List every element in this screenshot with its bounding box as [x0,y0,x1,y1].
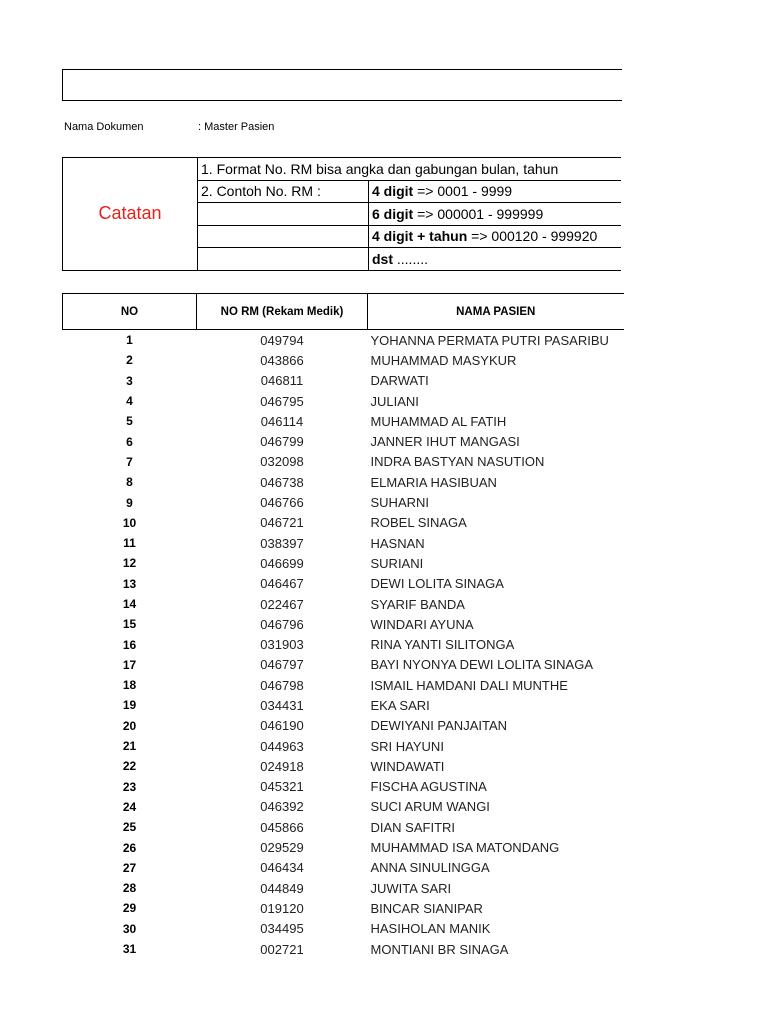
table-row [63,919,624,939]
table-header-row [63,294,624,330]
notes-row-3-value: 6 digit => 000001 - 999999 [369,203,621,226]
row-nama-pasien: SURIANI [370,555,424,571]
table-row [63,655,624,675]
table-row [63,472,624,492]
table-row [63,634,624,654]
table-row [63,533,624,553]
row-nama-pasien: EKA SARI [370,697,430,713]
row-nama-pasien: SUHARNI [370,495,430,511]
row-rm: 038397 [260,535,304,551]
header-nama-pasien: NAMA PASIEN [368,294,624,330]
table-row [63,492,624,512]
row-rm: 044849 [260,880,304,896]
row-no: 24 [122,799,137,814]
notes-row-5-label [198,248,369,271]
row-no: 5 [126,414,133,429]
row-no: 7 [126,454,133,469]
row-no: 9 [126,495,133,510]
row-no: 23 [122,779,137,794]
notes-row-4-value: 4 digit + tahun => 000120 - 999920 [369,225,621,248]
table-row [63,330,624,351]
row-rm: 046190 [260,718,304,734]
row-no: 13 [122,576,137,591]
row-nama-pasien: ELMARIA HASIBUAN [370,474,497,490]
row-nama-pasien: WINDARI AYUNA [370,616,474,632]
row-no: 27 [122,860,137,875]
row-nama-pasien: JULIANI [370,393,419,409]
row-rm: 024918 [260,758,304,774]
table-row [63,411,624,431]
table-row [63,756,624,776]
row-nama-pasien: MUHAMMAD AL FATIH [370,413,507,429]
row-no: 10 [122,515,137,530]
title-box [62,69,622,101]
row-rm: 034431 [260,697,304,713]
row-no: 22 [122,759,137,774]
row-no: 2 [126,353,133,368]
row-no: 3 [126,373,133,388]
row-rm: 046699 [260,555,304,571]
row-nama-pasien: MUHAMMAD ISA MATONDANG [370,840,560,856]
row-no: 15 [122,617,137,632]
row-nama-pasien: DIAN SAFITRI [370,819,456,835]
row-nama-pasien: HASNAN [370,535,425,551]
row-no: 4 [126,394,133,409]
notes-row-5-value: dst ........ [369,248,621,271]
table-row [63,716,624,736]
row-nama-pasien: DEWIYANI PANJAITAN [370,718,508,734]
row-rm: 029529 [260,840,304,856]
table-row [63,614,624,634]
row-nama-pasien: ROBEL SINAGA [370,515,467,531]
table-row [63,594,624,614]
row-nama-pasien: RINA YANTI SILITONGA [370,637,515,653]
row-no: 26 [122,840,137,855]
table-row [63,675,624,695]
row-nama-pasien: INDRA BASTYAN NASUTION [370,454,545,470]
table-row [63,371,624,391]
row-no: 18 [122,678,137,693]
table-row [63,736,624,756]
table-row [63,939,624,959]
row-nama-pasien: DARWATI [370,373,429,389]
row-rm: 046467 [260,576,304,592]
row-rm: 043866 [260,352,304,368]
table-row [63,878,624,898]
table-row [63,452,624,472]
table-row [63,777,624,797]
row-rm: 046434 [260,860,304,876]
row-rm: 045866 [260,819,304,835]
row-no: 29 [122,901,137,916]
row-no: 17 [122,657,137,672]
document-name-label: Nama Dokumen [64,121,144,133]
row-nama-pasien: YOHANNA PERMATA PUTRI PASARIBU [370,332,609,348]
header-no: NO [63,294,197,330]
row-rm: 046392 [260,799,304,815]
notes-row-4-label [198,225,369,248]
row-rm: 046114 [260,413,304,429]
notes-row-2-label: 2. Contoh No. RM : [198,180,369,203]
row-no: 20 [122,718,137,733]
row-nama-pasien: SUCI ARUM WANGI [370,799,490,815]
notes-row-3-label [198,203,369,226]
row-nama-pasien: BAYI NYONYA DEWI LOLITA SINAGA [370,657,594,673]
row-rm: 019120 [260,900,304,916]
row-rm: 046796 [260,616,304,632]
table-row [63,837,624,857]
table-row [63,513,624,533]
row-rm: 046797 [260,657,304,673]
table-row [63,817,624,837]
table-row [63,431,624,451]
row-no: 14 [122,597,137,611]
table-row [63,858,624,878]
row-nama-pasien: MONTIANI BR SINAGA [370,941,509,957]
row-nama-pasien: ANNA SINULINGGA [370,860,490,876]
row-rm: 045321 [260,779,304,795]
table-row [63,695,624,715]
row-rm: 046811 [260,373,304,389]
row-rm: 046738 [260,474,304,490]
row-nama-pasien: DEWI LOLITA SINAGA [370,576,504,592]
row-rm: 049794 [260,332,304,348]
row-rm: 046799 [260,434,304,450]
row-rm: 046798 [260,677,304,693]
table-row [63,391,624,411]
row-rm: 032098 [260,454,304,470]
row-no: 21 [122,739,137,754]
row-no: 30 [122,921,137,936]
header-rm: NO RM (Rekam Medik) [197,294,368,330]
table-row [63,898,624,918]
row-no: 25 [122,820,137,835]
row-rm: 046795 [260,393,304,409]
row-nama-pasien: SYARIF BANDA [370,596,465,612]
row-rm: 022467 [260,596,304,612]
row-no: 16 [122,637,137,652]
notes-row-1: 1. Format No. RM bisa angka dan gabungan bulan, tahun [198,158,621,181]
table-row [63,553,624,573]
row-no: 12 [122,556,137,571]
document-name-value: : Master Pasien [198,121,275,133]
notes-row-2-value: 4 digit => 0001 - 9999 [369,180,621,203]
row-no: 19 [122,698,137,713]
row-rm: 046766 [260,495,304,511]
notes-table [62,157,621,271]
row-rm: 046721 [260,515,304,531]
row-no: 8 [126,475,133,490]
table-row [63,797,624,817]
row-rm: 002721 [260,941,304,957]
row-nama-pasien: WINDAWATI [370,758,445,774]
row-no: 11 [123,536,136,551]
row-nama-pasien: ISMAIL HAMDANI DALI MUNTHE [370,677,568,693]
row-nama-pasien: HASIHOLAN MANIK [370,921,491,937]
row-no: 1 [126,333,133,348]
row-rm: 031903 [260,637,304,653]
row-nama-pasien: FISCHA AGUSTINA [370,779,487,795]
row-nama-pasien: JANNER IHUT MANGASI [370,434,520,450]
row-rm: 044963 [260,738,304,754]
table-row [63,574,624,594]
row-nama-pasien: SRI HAYUNI [370,738,444,754]
row-rm: 034495 [260,921,304,937]
row-no: 31 [122,942,137,957]
table-row [63,350,624,370]
row-no: 28 [122,881,137,896]
patient-table [62,293,624,959]
row-nama-pasien: JUWITA SARI [370,880,452,896]
row-nama-pasien: BINCAR SIANIPAR [370,900,483,916]
notes-label: Catatan [63,158,198,271]
row-nama-pasien: MUHAMMAD MASYKUR [370,352,517,368]
row-no: 6 [126,434,133,449]
